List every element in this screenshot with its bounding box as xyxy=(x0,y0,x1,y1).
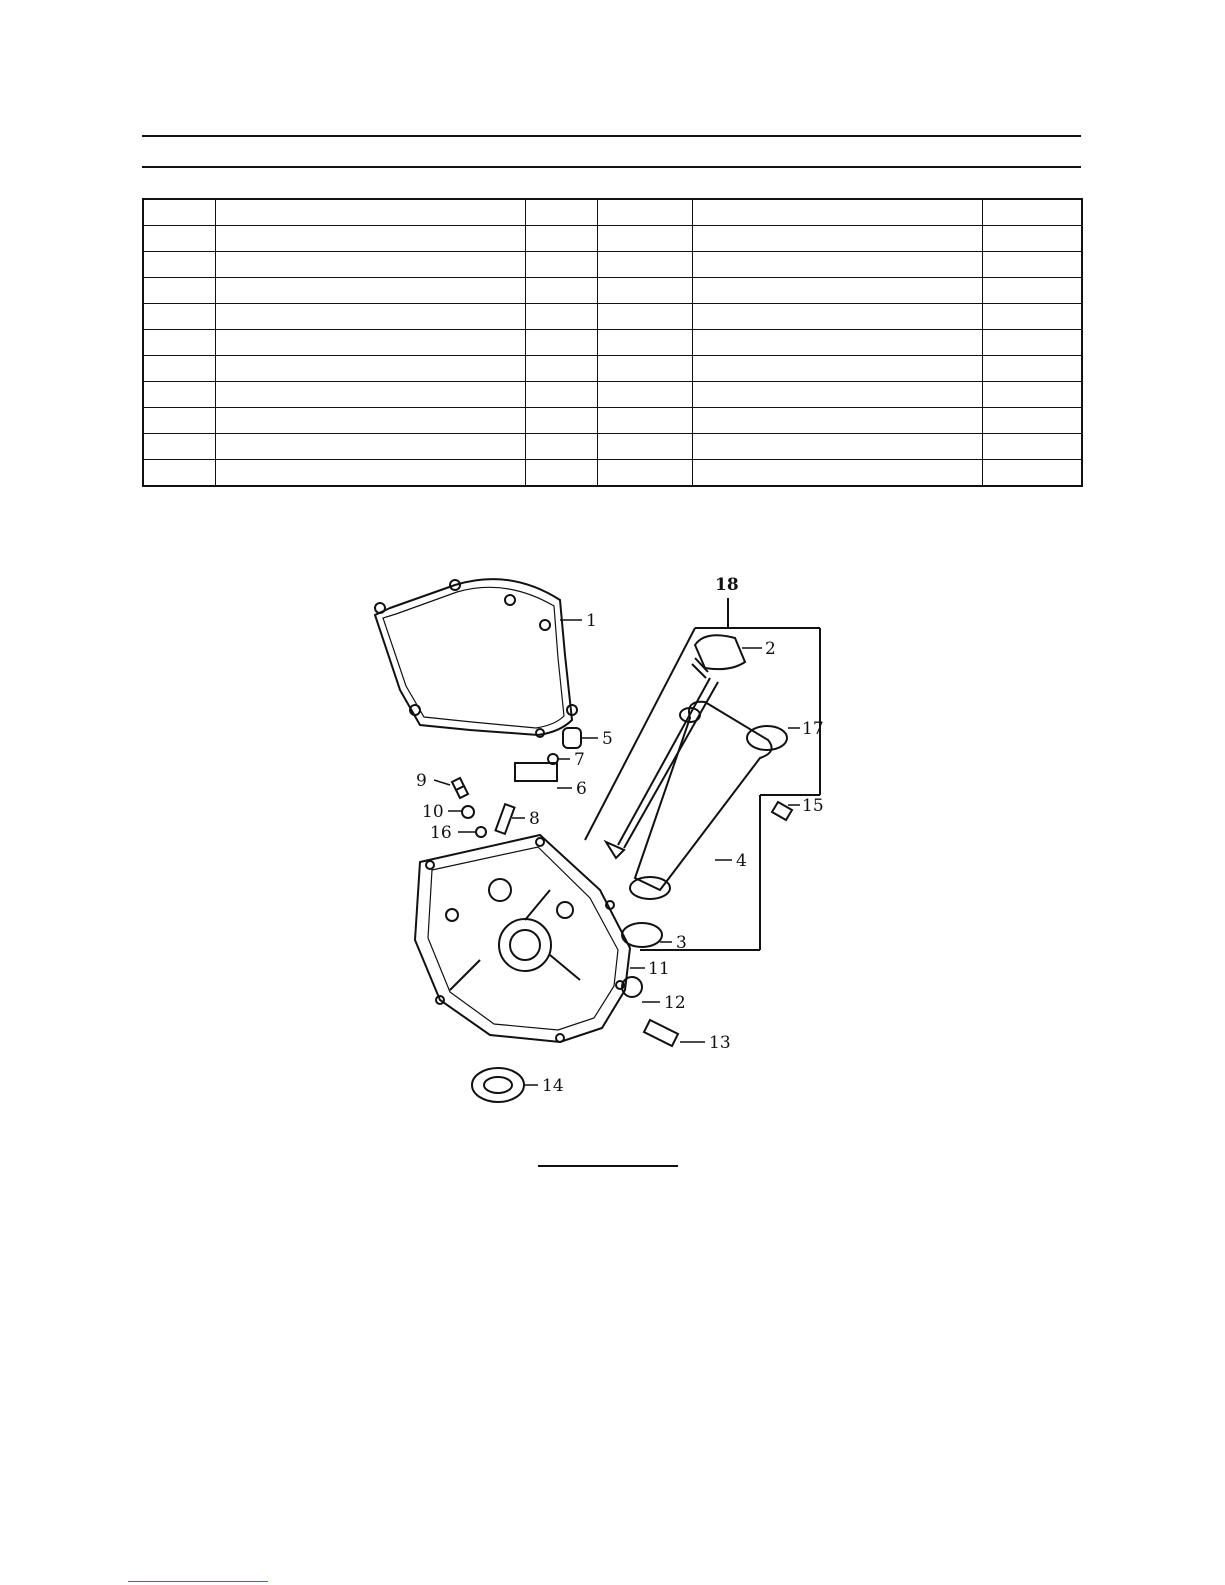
callout-3: 3 xyxy=(676,933,687,953)
callout-6: 6 xyxy=(576,779,587,799)
table-row xyxy=(143,460,1082,487)
callout-18: 18 xyxy=(715,575,739,595)
table-row xyxy=(143,252,1082,278)
assembly-bracket-18 xyxy=(585,598,820,950)
table-row xyxy=(143,226,1082,252)
shaft-part-8 xyxy=(496,804,515,834)
callout-9: 9 xyxy=(416,771,427,791)
callout-12: 12 xyxy=(664,993,686,1013)
footer-link-underline[interactable] xyxy=(128,1581,268,1582)
spring-part-9 xyxy=(452,778,468,798)
header-rule-top xyxy=(142,135,1081,137)
callout-14: 14 xyxy=(542,1076,564,1096)
seal-part-14 xyxy=(472,1068,524,1102)
callout-1: 1 xyxy=(586,611,597,631)
callout-10: 10 xyxy=(422,802,444,822)
callout-17: 17 xyxy=(802,719,824,739)
callout-8: 8 xyxy=(529,809,540,829)
callout-13: 13 xyxy=(709,1033,731,1053)
table-row xyxy=(143,304,1082,330)
washer-part-16 xyxy=(476,827,486,837)
callout-5: 5 xyxy=(602,729,613,749)
gasket-part-1 xyxy=(375,579,577,737)
table-header-row xyxy=(143,199,1082,226)
drain-bolt-part-13 xyxy=(644,1020,678,1046)
pin-part-5 xyxy=(563,728,581,748)
exploded-parts-diagram xyxy=(360,560,824,1120)
washer-part-10 xyxy=(462,806,474,818)
table-row xyxy=(143,356,1082,382)
parts-table xyxy=(142,198,1083,487)
table-row xyxy=(143,330,1082,356)
header-rule-bottom xyxy=(142,166,1081,168)
callout-4: 4 xyxy=(736,851,747,871)
clip-part-6 xyxy=(515,763,557,781)
table-row xyxy=(143,434,1082,460)
table-row xyxy=(143,278,1082,304)
table-row xyxy=(143,382,1082,408)
callout-16: 16 xyxy=(430,823,452,843)
callout-7: 7 xyxy=(574,750,585,770)
callout-15: 15 xyxy=(802,796,824,816)
caption-underline xyxy=(538,1165,678,1167)
o-ring-part-17 xyxy=(747,726,787,750)
dipstick-part-2 xyxy=(606,635,745,858)
table-row xyxy=(143,408,1082,434)
callout-2: 2 xyxy=(765,639,776,659)
callout-11: 11 xyxy=(648,959,670,979)
crankcase-cover-part-11 xyxy=(415,835,630,1042)
